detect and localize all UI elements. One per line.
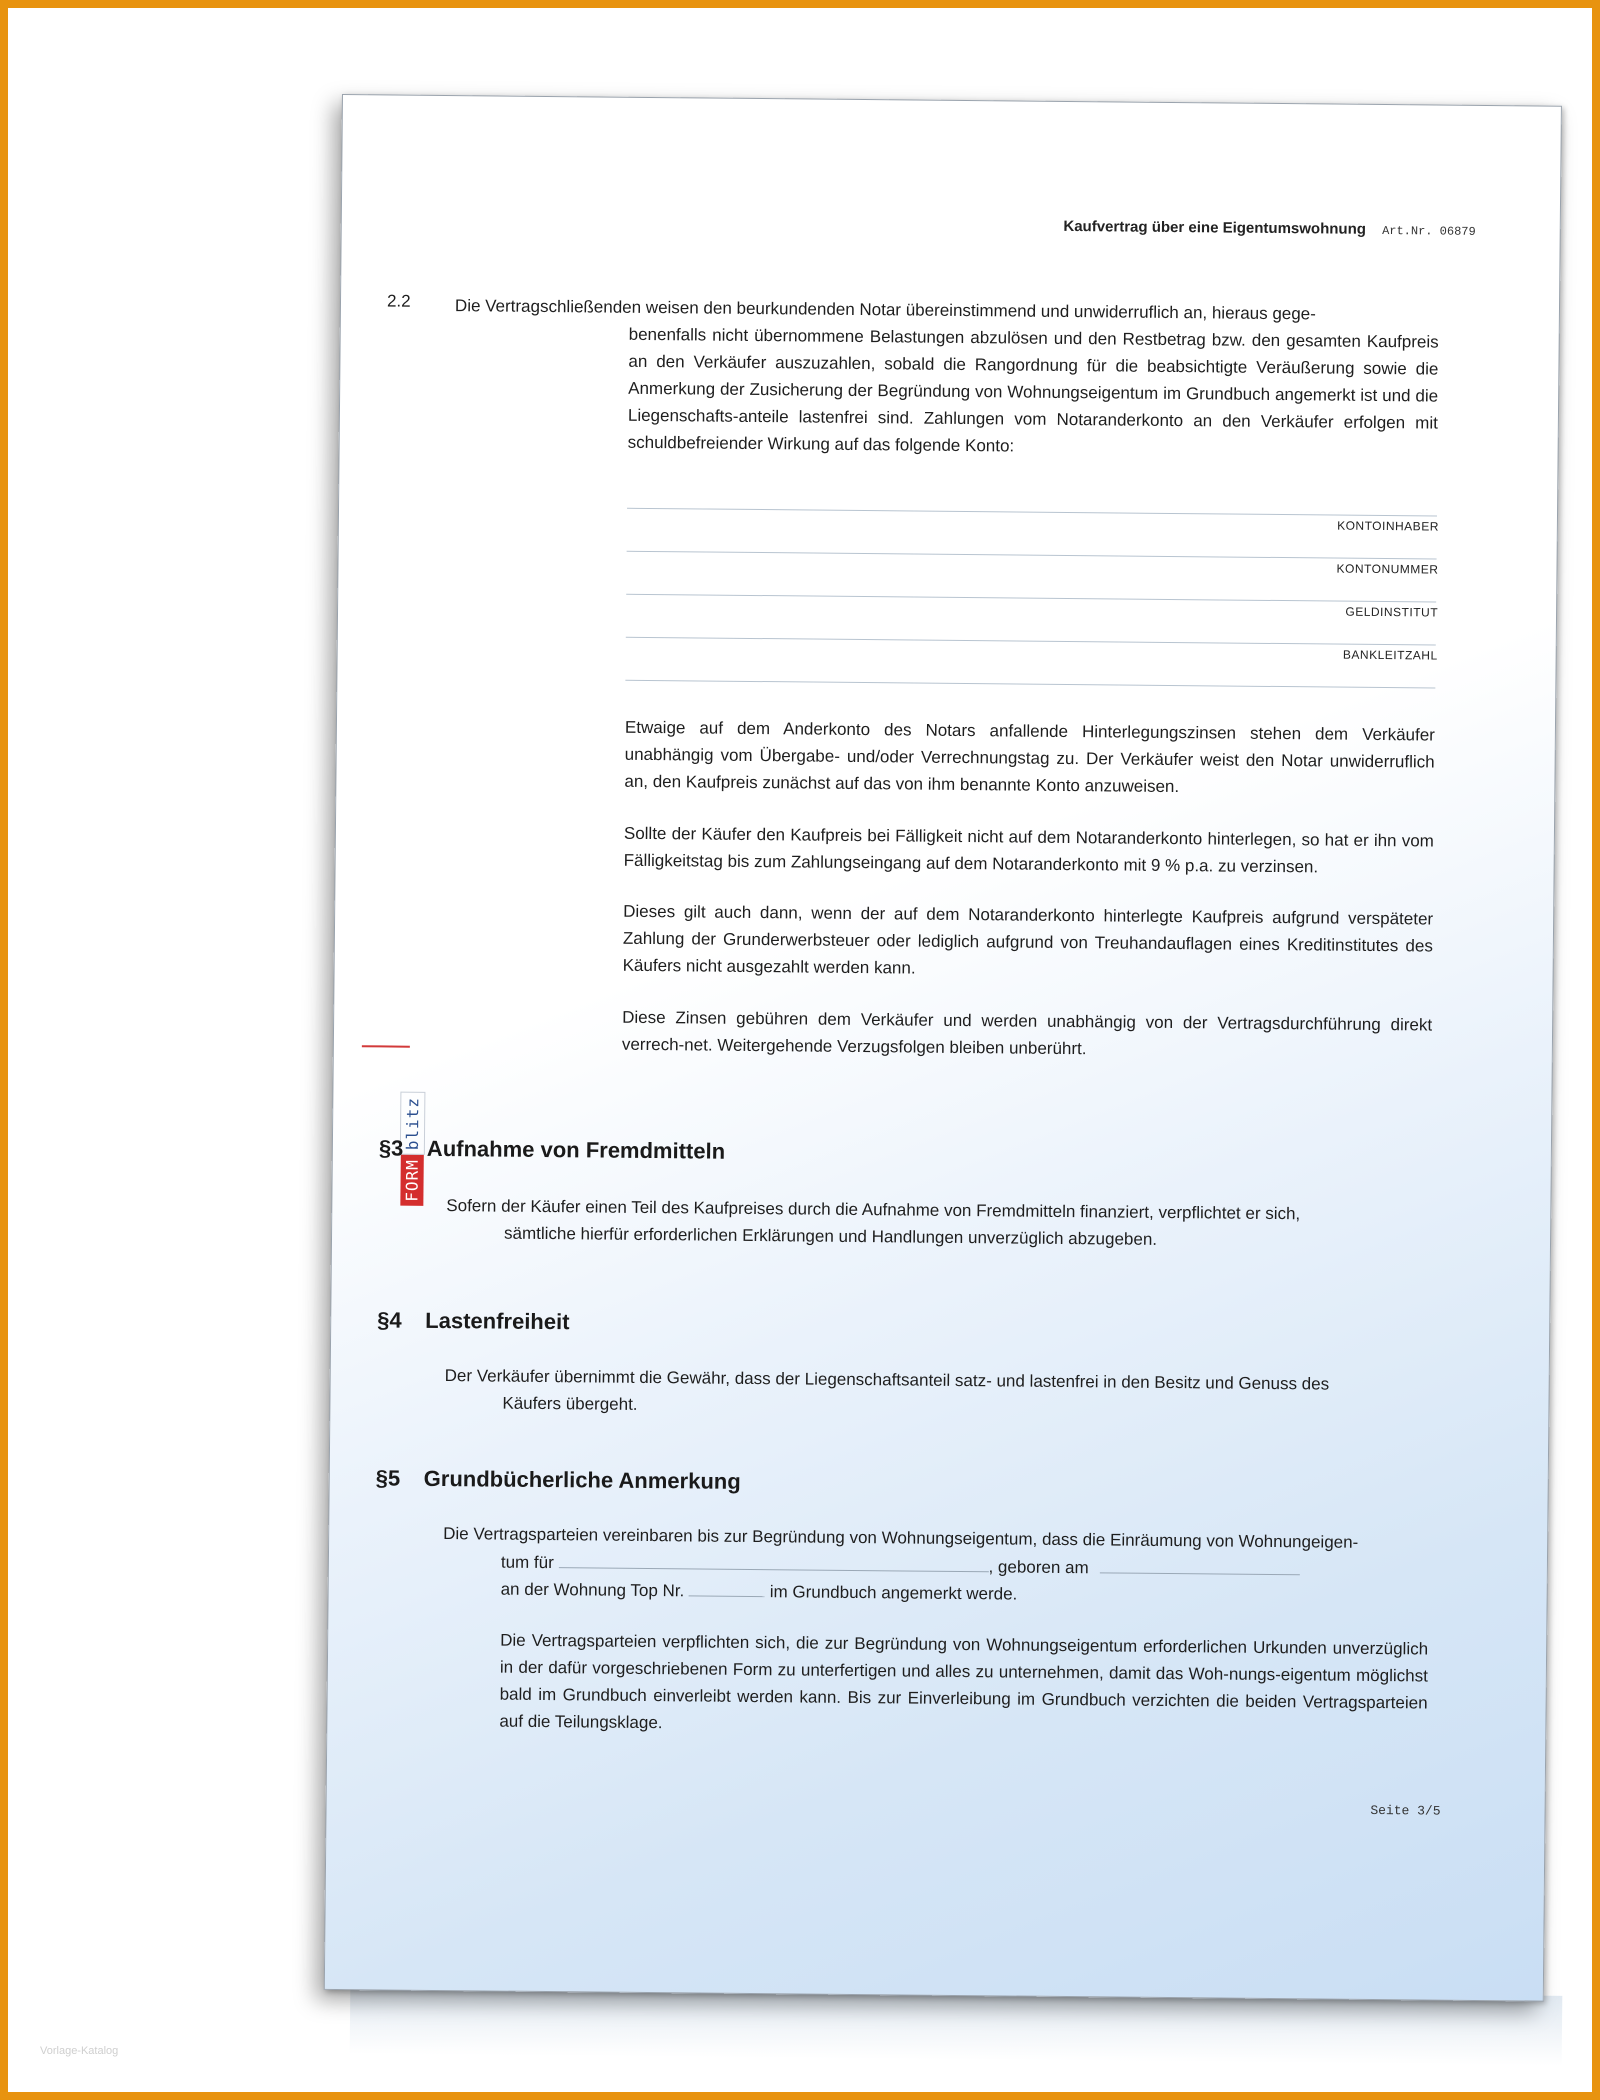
- section-4-heading: [377, 1307, 570, 1335]
- kontoinhaber-label: KONTOINHABER: [1337, 518, 1439, 534]
- clause-body: benenfalls nicht übernommene Belastungen abzulösen und den Restbetrag bzw. den gesamten Kaufpreis an den Verkäufer auszuzahlen, sobald die Rangordnung für die beabsichtigte Veräußerung sowie die Anmerkung der Zusicherung der Begründung von Wohnungseigentum im Grundbuch angemerkt ist und die Liegenschafts-anteile lastenfrei sind. Zahlungen vom Notaranderkonto an den Verkäufer erfolgen mit schuldbefreiender Wirkung auf das folgende Konto:: [627, 324, 1439, 456]
- field-bottom-line: [625, 680, 1435, 689]
- section-3-title: Aufnahme von Fremdmitteln: [426, 1135, 726, 1164]
- logo-form: FORM: [400, 1155, 423, 1206]
- kontoinhaber-line[interactable]: [627, 508, 1437, 517]
- section-5-paragraph: Die Vertragsparteien verpflichten sich, die zur Begründung von Wohnungseigentum erforderlichen Urkunden unverzüglich in der dafür vorgeschriebenen Form zu unterfertigen und alles zu unternehmen, damit das Woh-nungs-eigentum möglichst bald im Grundbuch einverleibt werden kann. Bis zur Einverleibung im Grundbuch verzichten die beiden Vertragsparteien auf die Teilungsklage.: [499, 1630, 1429, 1733]
- interest-paragraph: Etwaige auf dem Anderkonto des Notars anfallende Hinterlegungszinsen stehen dem Verkäufer unabhängig vom Übergabe- und/oder Verrechnungstag zu. Der Verkäufer weist den Notar unwiderruflich an, den Kaufpreis zunächst auf das von ihm benannte Konto anzuweisen.: [624, 717, 1435, 797]
- section-3-cont: sämtliche hierfür erforderlichen Erklärungen und Handlungen unverzüglich abzugeben.: [503, 1223, 1158, 1249]
- geboren-am-label: , geboren am: [988, 1557, 1089, 1578]
- tum-fuer-label: tum für: [500, 1552, 554, 1573]
- bankleitzahl-line[interactable]: [626, 637, 1436, 646]
- birthdate-field[interactable]: [1099, 1558, 1299, 1575]
- header-article-number: Art.Nr. 06879: [1382, 223, 1476, 239]
- section-4-number: §4: [377, 1307, 402, 1333]
- late-payment-paragraph: Sollte der Käufer den Kaufpreis bei Fälligkeit nicht auf dem Notaranderkonto hinterlegen, so hat er ihn vom Fälligkeitstag bis zum Zahlungseingang auf dem Notaranderkonto mit 9 % p.a. zu verzinsen.: [623, 823, 1434, 877]
- section-3-lead: Sofern der Käufer einen Teil des Kaufpreises durch die Aufnahme von Fremdmitteln finanziert, verpflichtet er sich,: [446, 1196, 1301, 1224]
- kontonummer-label: KONTONUMMER: [1336, 561, 1439, 577]
- geldinstitut-line[interactable]: [626, 594, 1436, 603]
- section-5-heading: [376, 1465, 741, 1495]
- section-4-title: Lastenfreiheit: [425, 1307, 570, 1335]
- clause-lead: Die Vertragschließenden weisen den beurkundenden Notar übereinstimmend und unwiderruflich an, hieraus gege-: [454, 296, 1316, 324]
- section-4-cont: Käufers übergeht.: [502, 1393, 638, 1414]
- name-field[interactable]: [559, 1553, 989, 1572]
- watermark-text: Vorlage-Katalog: [40, 2045, 119, 2057]
- tax-paragraph: Dieses gilt auch dann, wenn der auf dem Notaranderkonto hinterlegte Kaufpreis aufgrund verspäteter Zahlung der Grunderwerbsteuer oder lediglich aufgrund von Treuhandauflagen eines Kreditinstitutes des Käufers nicht ausgezahlt werden kann.: [622, 901, 1434, 978]
- document-page: [324, 94, 1562, 2002]
- page-header: [1063, 218, 1475, 239]
- wohnung-top-label: an der Wohnung Top Nr.: [500, 1579, 685, 1601]
- page-number: Seite 3/5: [1370, 1802, 1441, 1819]
- geldinstitut-label: GELDINSTITUT: [1345, 604, 1439, 620]
- section-5-lead: Die Vertragsparteien vereinbaren bis zur Begründung von Wohnungseigentum, dass die Einräumung von Wohnungeigen-: [443, 1524, 1359, 1552]
- formblitz-logo: [402, 1056, 429, 1206]
- logo-accent-line: [362, 1045, 410, 1047]
- section-5-title: Grundbücherliche Anmerkung: [423, 1465, 741, 1494]
- header-title: Kaufvertrag über eine Eigentumswohnung: [1063, 217, 1367, 238]
- logo-blitz: blitz: [400, 1092, 426, 1155]
- section-3-heading: [379, 1135, 725, 1164]
- bankleitzahl-label: BANKLEITZAHL: [1342, 647, 1438, 663]
- top-number-field[interactable]: [689, 1581, 765, 1597]
- interest-settlement-paragraph: Diese Zinsen gebühren dem Verkäufer und werden unabhängig von der Vertragsdurchführung direkt verrech-net. Weitergehende Verzugsfolgen bleiben unberührt.: [621, 1007, 1433, 1059]
- section-5-number: §5: [375, 1465, 401, 1491]
- kontonummer-line[interactable]: [627, 551, 1437, 560]
- section-3-number: §3: [378, 1135, 404, 1161]
- section-4-lead: Der Verkäufer übernimmt die Gewähr, dass der Liegenschaftsanteil satz- und lastenfrei in den Besitz und Genuss des: [444, 1366, 1330, 1394]
- clause-number: 2.2: [386, 291, 411, 311]
- grundbuch-label: im Grundbuch angemerkt werde.: [769, 1582, 1018, 1604]
